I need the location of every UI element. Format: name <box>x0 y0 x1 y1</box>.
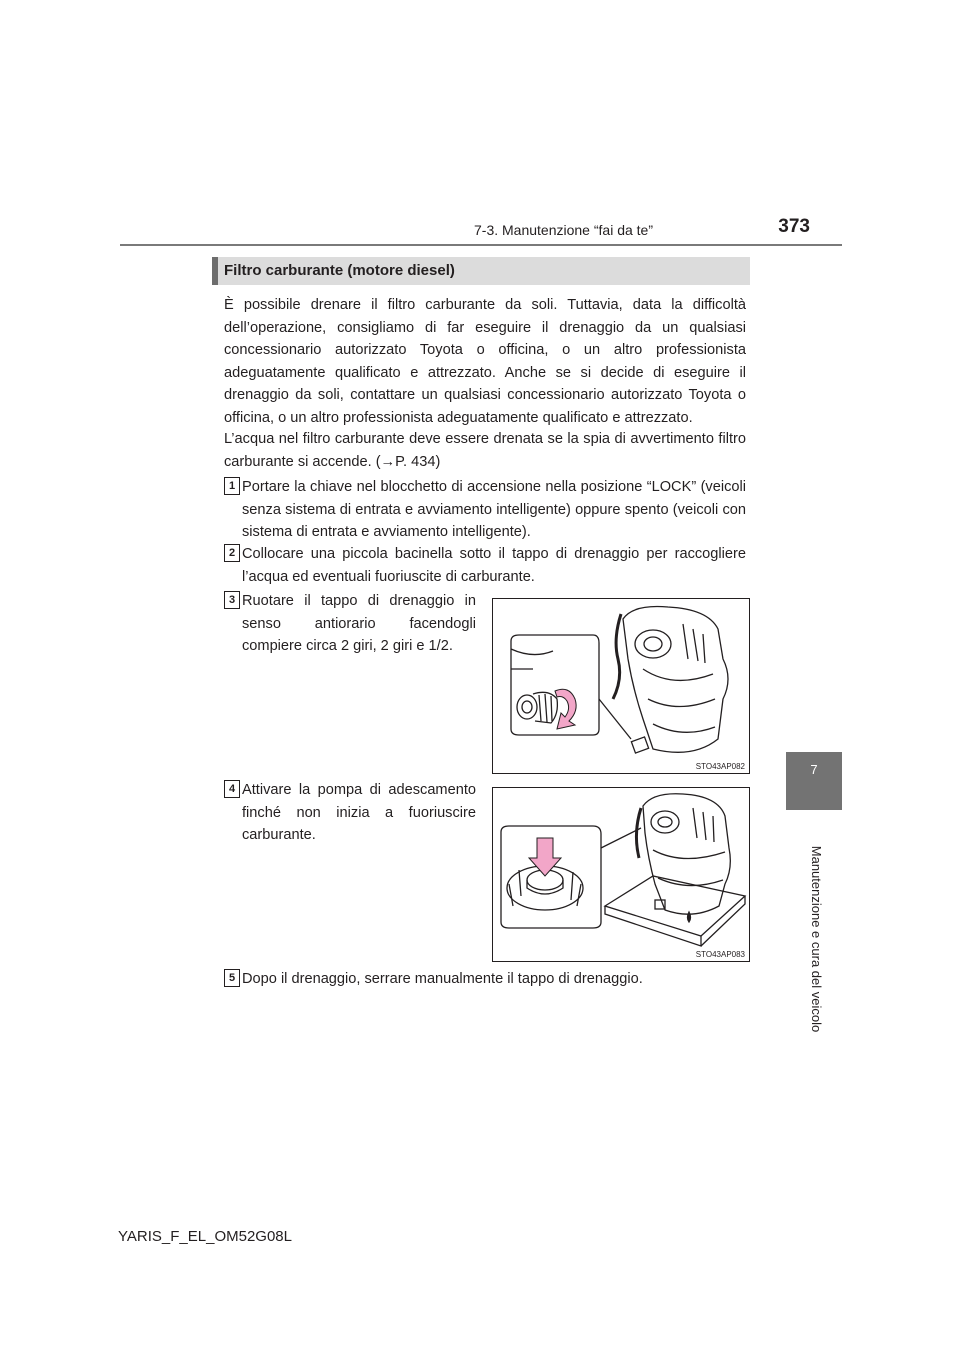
step-number-2: 2 <box>224 544 240 562</box>
step-text-4: Attivare la pompa di adescamento finché non inizia a fuoriuscire carburante. <box>242 782 476 843</box>
page-number: 373 <box>778 216 810 237</box>
figure-code: STO43AP082 <box>695 762 745 771</box>
step-text-2: Collocare una piccola bacinella sotto il tappo di drenaggio per raccogliere l’acqua ed eventuali fuoriuscite di carburante. <box>242 546 746 585</box>
section-heading <box>212 257 750 285</box>
heading-marker <box>212 257 218 285</box>
step-text-1: Portare la chiave nel blocchetto di accensione nella posizione “LOCK” (veicoli senza sistema di entrata e avviamento intelligente) oppure spento (veicoli con sistema di entrata e avviamento intelligente). <box>242 479 746 540</box>
intro-paragraph: È possibile drenare il filtro carburante da soli. Tuttavia, data la difficoltà dell’operazione, consigliamo di far eseguire il drenaggio da un qualsiasi concessionario autorizzato Toyota o officina, o un altro professionista adeguatamente qualificato e attrezzato. Anche se si decide di eseguire il drenaggio da soli, contattare un qualsiasi concessionario autorizzato Toyota o officina, o un altro professionista adeguatamente qualificato e attrezzato. <box>224 297 746 426</box>
chapter-side-label: Manutenzione e cura del veicolo <box>809 845 824 1033</box>
running-header-section: 7-3. Manutenzione “fai da te” <box>474 222 653 238</box>
figure-priming-pump <box>492 787 750 962</box>
step-number-3: 3 <box>224 591 240 609</box>
step-number-4: 4 <box>224 780 240 798</box>
figure-code: STO43AP083 <box>695 950 745 959</box>
document-code-footer: YARIS_F_EL_OM52G08L <box>118 1228 292 1245</box>
step-number-5: 5 <box>224 969 240 987</box>
step-text-5: Dopo il drenaggio, serrare manualmente il tappo di drenaggio. <box>242 971 643 987</box>
step-number-1: 1 <box>224 477 240 495</box>
priming-pump-illustration <box>493 788 749 961</box>
figure-drain-plug <box>492 598 750 774</box>
step-text-3: Ruotare il tappo di drenaggio in senso antiorario facendogli compiere circa 2 giri, 2 giri e 1/2. <box>242 593 476 654</box>
header-rule <box>120 244 842 246</box>
chapter-tab-number: 7 <box>810 762 818 777</box>
drain-plug-illustration <box>493 599 749 773</box>
chapter-tab <box>786 752 842 810</box>
section-heading-text: Filtro carburante (motore diesel) <box>224 262 455 279</box>
warning-paragraph: L’acqua nel filtro carburante deve essere drenata se la spia di avvertimento filtro carburante si accende. (→P. 434) <box>224 431 746 470</box>
